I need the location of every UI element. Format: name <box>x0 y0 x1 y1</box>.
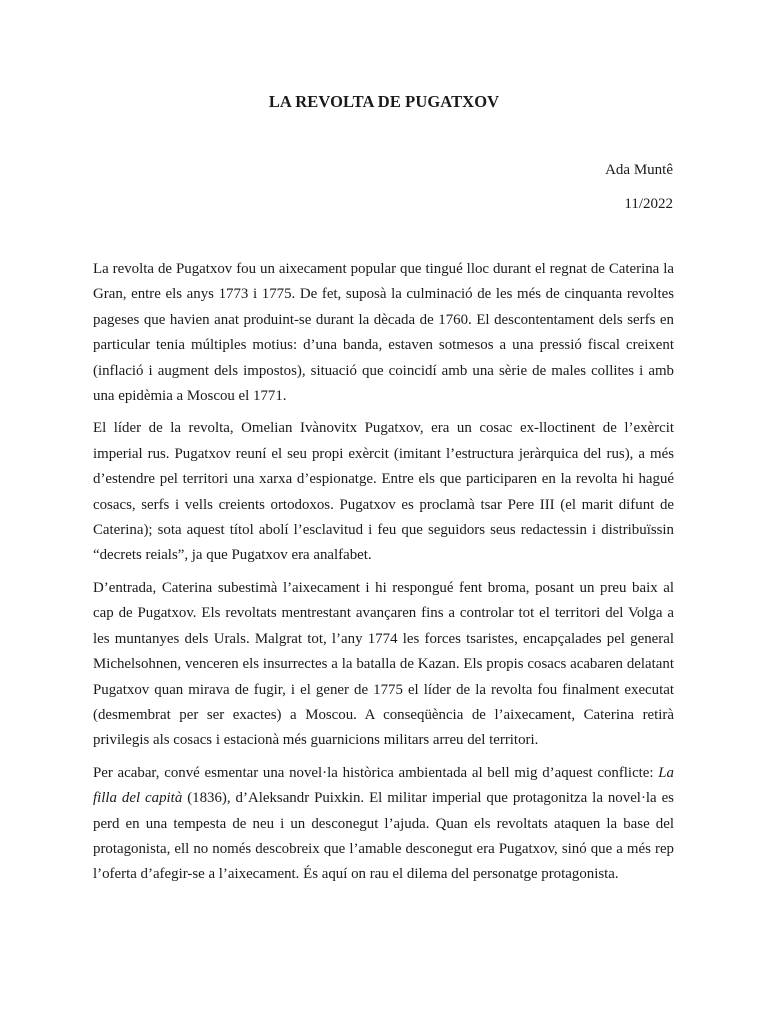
paragraph-2: El líder de la revolta, Omelian Ivànovitx Pugatxov, era un cosac ex-lloctinent de l’exèrcit imperial rus. Pugatxov reuní el seu propi exèrcit (imitant l’estructura jeràrquica del rus), a més d’estendre pel territori una xarxa d’espionatge. Entre els que participaren en la revolta hi hagué cosacs, serfs i vells creients ortodoxos. Pugatxov es proclamà tsar Pere III (el marit difunt de Caterina); sota aquest títol abolí l’esclavitud i feu que seguidors seus redactessin i distribuïssin “decrets reials”, ja que Pugatxov era analfabet. <box>93 420 674 564</box>
book-title: La filla del capità <box>93 764 674 807</box>
document-title: LA REVOLTA DE PUGATXOV <box>268 92 500 111</box>
paragraph-1: La revolta de Pugatxov fou un aixecament popular que tingué lloc durant el regnat de Caterina la Gran, entre els anys 1773 i 1775. De fet, suposà la culminació de les més de cinquanta revoltes pageses que havien anat produint-se durant la dècada de 1760. El descontentament dels serfs en particular tenia múltiples motius: d’una banda, estaven sotmesos a una pressió fiscal creixent (inflació i augment dels impostos), situació que coincidí amb una sèrie de males collites i amb una epidèmia a Moscou el 1771. <box>93 261 674 405</box>
paragraph-3: D’entrada, Caterina subestimà l’aixecament i hi respongué fent broma, posant un preu baix al cap de Pugatxov. Els revoltats mentrestant avançaren fins a controlar tot el territori del Volga a les muntanyes dels Urals. Malgrat tot, l’any 1774 les forces tsaristes, encapçalades pel general Michelsohnen, venceren els insurrectes a la batalla de Kazan. Els propis cosacs acabaren delatant Pugatxov quan mirava de fugir, i el gener de 1775 el líder de la revolta fou finalment executat (desmembrat per ser exactes) a Moscou. A conseqüència de l’aixecament, Caterina retirà privilegis als cosacs i estacionà més guarnicions militars arreu del territori. <box>93 579 674 749</box>
document-date: 11/2022 <box>624 196 673 212</box>
document-author: Ada Muntê <box>605 162 673 178</box>
document-body <box>93 257 674 895</box>
paragraph-4-intro: Per acabar, convé esmentar una novel·la històrica ambientada al bell mig d’aquest conflicte: <box>93 764 659 781</box>
paragraph-4 <box>93 761 674 888</box>
paragraph-4-rest: (1836), d’Aleksandr Puixkin. El militar imperial que protagonitza la novel·la es perd en una tempesta de neu i un desconegut l’ajuda. Quan els revoltats ataquen la base del protagonista, ell no només descobreix que l’amable desconegut era Pugatxov, sinó que a més rep l’oferta d’afegir-se a l’aixecament. És aquí on rau el dilema del personatge protagonista. <box>93 790 674 883</box>
